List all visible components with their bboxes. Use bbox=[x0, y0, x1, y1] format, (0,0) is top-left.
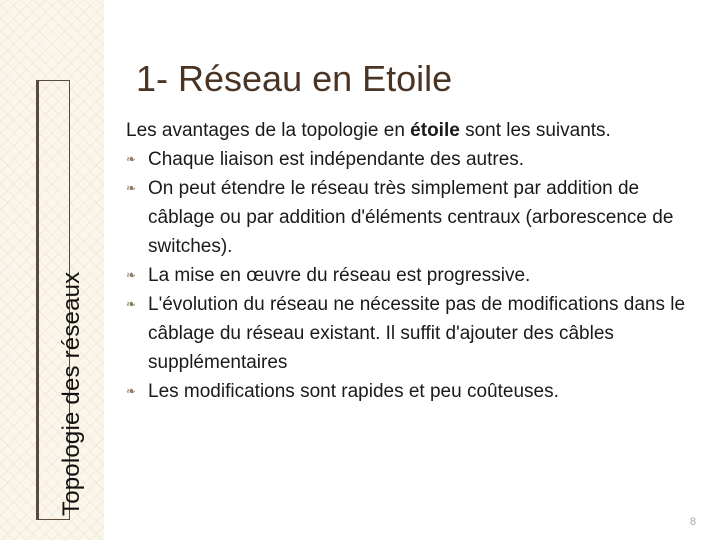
bullet-text: L'évolution du réseau ne nécessite pas de modifications dans le câblage du réseau existant. Il suffit d'ajouter des câbles supplémentaires bbox=[148, 294, 686, 373]
bullet-text: Chaque liaison est indépendante des autres. bbox=[148, 149, 525, 170]
bullet-text: Les modifications sont rapides et peu coûteuses. bbox=[148, 381, 559, 402]
vertical-section-title: Topologie des réseaux bbox=[58, 271, 85, 516]
slide-title: 1- Réseau en Etoile bbox=[136, 58, 453, 99]
leaf-bullet-icon: ❧ bbox=[126, 384, 137, 398]
bullet-text: On peut étendre le réseau très simplement par addition de câblage ou par addition d'éléments centraux (arborescence de switches). bbox=[148, 178, 674, 257]
bullet-item bbox=[126, 145, 686, 174]
leaf-bullet-icon: ❧ bbox=[126, 181, 137, 195]
bullet-item bbox=[126, 290, 686, 377]
bullet-item bbox=[126, 174, 686, 261]
leaf-bullet-icon: ❧ bbox=[126, 152, 137, 166]
slide-body bbox=[126, 116, 686, 406]
intro-bold-word: étoile bbox=[410, 120, 460, 141]
page-number: 8 bbox=[690, 516, 697, 528]
bullet-list bbox=[126, 145, 686, 406]
bullet-item bbox=[126, 261, 686, 290]
leaf-bullet-icon: ❧ bbox=[126, 268, 137, 282]
intro-text-start: Les avantages de la topologie en bbox=[126, 120, 411, 141]
intro-paragraph bbox=[126, 116, 686, 145]
bullet-item bbox=[126, 377, 686, 406]
leaf-bullet-icon: ❧ bbox=[126, 297, 137, 311]
bullet-text: La mise en œuvre du réseau est progressive. bbox=[148, 265, 531, 286]
intro-text-end: sont les suivants. bbox=[459, 120, 611, 141]
